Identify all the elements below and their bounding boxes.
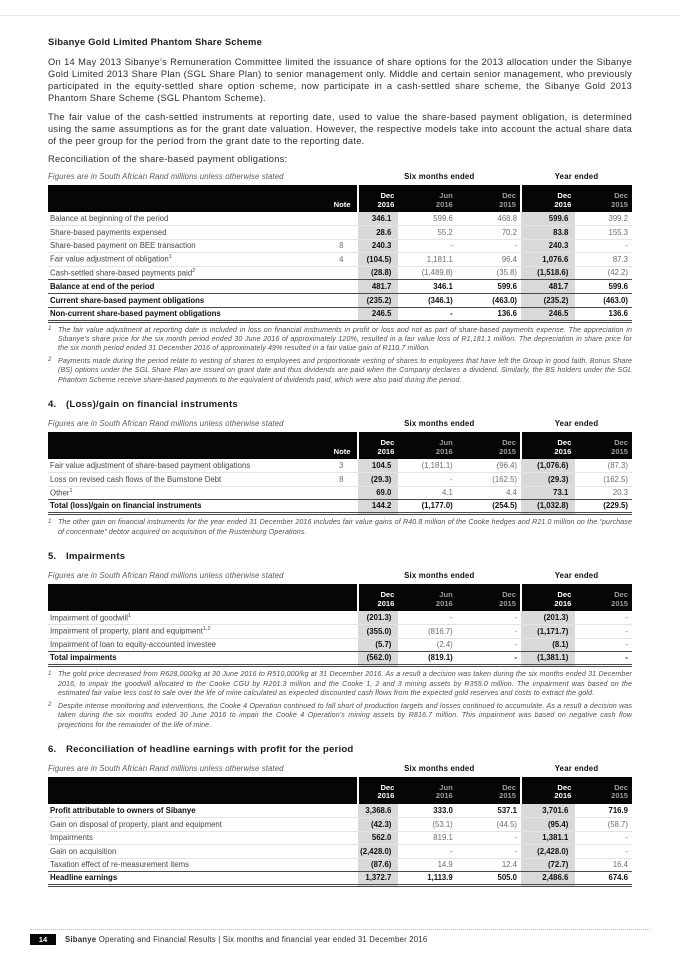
figures-note: Figures are in South African Rand millions unless otherwise stated — [48, 571, 284, 581]
row-label: Non-current share-based payment obligations — [48, 307, 299, 321]
figures-note: Figures are in South African Rand millions unless otherwise stated — [48, 172, 284, 181]
row-note-ref — [299, 845, 357, 859]
row-label: Cash-settled share-based payments paid$^2$ — [48, 266, 299, 280]
cell-value: (72.7) — [521, 858, 575, 872]
cell-value: (1,032.8) — [521, 500, 575, 514]
cell-value: (5.7) — [358, 638, 399, 652]
row-note-ref — [299, 625, 357, 639]
cell-value: - — [575, 652, 632, 666]
row-label: Share-based payments expensed — [48, 226, 299, 240]
cell-value: 20.3 — [575, 486, 632, 500]
column-header: Dec 2016 — [521, 185, 575, 212]
footnotes-impairments — [48, 670, 632, 729]
cell-value: - — [575, 239, 632, 253]
cell-value: (104.5) — [358, 253, 399, 267]
row-note-ref — [299, 212, 357, 226]
column-header: Dec 2015 — [575, 185, 632, 212]
period-group-header: Six months ended — [404, 571, 475, 581]
row-label: Current share-based payment obligations — [48, 294, 299, 308]
cell-value: - — [457, 831, 521, 845]
table-share-based-payment-reconciliation — [48, 172, 632, 323]
cell-value: 3,701.6 — [521, 804, 575, 818]
row-note-ref: 4 — [299, 253, 357, 267]
footnote-marker: 1 — [48, 518, 52, 525]
table-row — [48, 212, 632, 226]
cell-value: 2,486.6 — [521, 872, 575, 886]
section-title: Reconciliation of headline earnings with profit for the period — [66, 743, 354, 755]
footnote-marker: 2 — [48, 357, 52, 364]
section-heading-loss-gain-financial-instruments — [48, 399, 632, 410]
table-row — [48, 307, 632, 321]
table-row — [48, 294, 632, 308]
row-label: Balance at end of the period — [48, 280, 299, 294]
section-heading-impairments — [48, 551, 632, 562]
table-row — [48, 239, 632, 253]
cell-value: - — [398, 845, 456, 859]
cell-value: 1,113.9 — [398, 872, 456, 886]
cell-value: - — [450, 613, 453, 623]
page-number-badge: 14 — [30, 934, 56, 945]
cell-value: (162.5) — [575, 473, 632, 487]
cell-value: 246.5 — [521, 307, 575, 321]
cell-value: 599.6 — [433, 214, 453, 224]
table-row — [48, 858, 632, 872]
cell-value: 1,372.7 — [358, 872, 399, 886]
row-label: Taxation effect of re-measurement items — [48, 858, 299, 872]
column-header: Jun 2016 — [398, 185, 456, 212]
cell-value: 4.4 — [457, 486, 521, 500]
row-note-ref — [299, 818, 357, 832]
cell-value: (42.3) — [358, 818, 399, 832]
period-group-header: Six months ended — [404, 419, 475, 429]
cell-value: (1,171.7) — [521, 625, 575, 639]
cell-value: - — [398, 239, 456, 253]
cell-value: 70.2 — [457, 226, 521, 240]
cell-value: - — [398, 473, 456, 487]
cell-value: 240.3 — [358, 239, 399, 253]
cell-value: 674.6 — [575, 872, 632, 886]
row-note-ref: 8 — [299, 473, 357, 487]
row-label: Headline earnings — [48, 872, 299, 886]
table-row — [48, 652, 632, 666]
footnote — [48, 326, 632, 354]
cell-value: 599.6 — [575, 280, 632, 294]
cell-value: (44.5) — [457, 818, 521, 832]
footnote-text: Despite intense monitoring and interventions, the Cooke 4 Operation continued to fall short of production targets and losses continued to accumulate. As a result a decision was taken during the six months ended 30 June 2016 to impair the Cooke 4 Operation’s mining assets by R816.7 million. This impairment was based on negative cash flow projections for the remainder of the life of mine. — [58, 701, 632, 729]
cell-value: 246.5 — [358, 307, 399, 321]
cell-value: (1,177.0) — [398, 500, 456, 514]
footnote-text: Payments made during the period relate to vesting of shares to employees and proportionate vesting of shares to employees that have left the Group in good faith. Bonus Share (BS) options under the SGL Share Plan are issued on grant date and thus dividends are paid when the Company declares a dividend. Similarly, the BS holders under the SGL Phantom Scheme receive share-based payments to the equivalent of dividends paid, which were also paid during the period. — [58, 356, 632, 384]
cell-value: - — [457, 652, 521, 666]
cell-value: 4.1 — [398, 486, 456, 500]
cell-value: (2,428.0) — [358, 845, 399, 859]
cell-value: (1,489.8) — [398, 266, 456, 280]
table-row — [48, 486, 632, 500]
cell-value: 96.4 — [457, 253, 521, 267]
table-row — [48, 253, 632, 267]
cell-value: 55.2 — [398, 226, 456, 240]
column-header: Dec 2016 — [358, 584, 399, 611]
cell-value: (235.2) — [358, 294, 399, 308]
footnote-marker: 1 — [48, 670, 52, 677]
cell-value: 1,076.6 — [521, 253, 575, 267]
cell-value: (58.7) — [575, 818, 632, 832]
cell-value: (96.4) — [496, 461, 518, 471]
cell-value: 73.1 — [521, 486, 575, 500]
row-label: Loss on revised cash flows of the Burnstone Debt — [48, 473, 299, 487]
cell-value: 12.4 — [457, 858, 521, 872]
column-header: Dec 2015 — [457, 777, 521, 804]
cell-value: 104.5 — [358, 459, 399, 473]
cell-value: 136.6 — [575, 307, 632, 321]
table-row — [48, 818, 632, 832]
row-label: Other$^1$ — [48, 486, 299, 500]
figures-note: Figures are in South African Rand millions unless otherwise stated — [48, 419, 284, 429]
cell-value: 599.6 — [457, 280, 521, 294]
cell-value: (229.5) — [575, 500, 632, 514]
table-row — [48, 845, 632, 859]
column-header: Dec 2015 — [457, 584, 521, 611]
row-note-ref — [299, 307, 357, 321]
cell-value: (162.5) — [457, 473, 521, 487]
period-group-header: Six months ended — [404, 172, 475, 181]
row-label: Total impairments — [48, 652, 299, 666]
period-group-header: Year ended — [554, 571, 599, 581]
row-note-ref — [299, 294, 357, 308]
column-header: Dec 2015 — [575, 432, 632, 459]
row-note-ref — [299, 831, 357, 845]
table-headline-earnings-reconciliation — [48, 764, 632, 887]
row-label: Share-based payment on BEE transaction — [48, 239, 299, 253]
row-label: Fair value adjustment of share-based payment obligations — [50, 461, 251, 471]
cell-value: - — [575, 845, 632, 859]
table-row — [48, 804, 632, 818]
cell-value: 716.9 — [608, 806, 628, 815]
cell-value: 468.8 — [497, 214, 518, 224]
cell-value: 69.0 — [358, 486, 399, 500]
column-header: Jun 2016 — [398, 432, 456, 459]
cell-value: 346.1 — [398, 280, 456, 294]
cell-value: 819.1 — [398, 831, 456, 845]
table-row — [48, 266, 632, 280]
cell-value: 14.9 — [398, 858, 456, 872]
cell-value: (87.6) — [358, 858, 399, 872]
page-top-rule — [0, 15, 680, 16]
section-number: 6. — [48, 743, 57, 755]
row-label: Profit attributable to owners of Sibanye — [50, 806, 196, 815]
section-title: Impairments — [66, 551, 126, 563]
section-heading-headline-earnings — [48, 744, 632, 755]
section-number: 4. — [48, 399, 57, 411]
page-title: Sibanye Gold Limited Phantom Share Scheme — [48, 36, 262, 47]
cell-value: (1,381.1) — [521, 652, 575, 666]
table-row — [48, 611, 632, 625]
column-header: Dec 2016 — [521, 584, 575, 611]
cell-value: 16.4 — [575, 858, 632, 872]
note-column-header: Note — [48, 432, 358, 459]
cell-value: 83.8 — [521, 226, 575, 240]
footnote — [48, 357, 632, 385]
column-header: Dec 2015 — [457, 432, 521, 459]
cell-value: (254.5) — [457, 500, 521, 514]
row-label: Impairment of goodwill$^1$ — [50, 612, 132, 623]
cell-value: (53.1) — [398, 818, 456, 832]
period-group-header: Year ended — [554, 419, 599, 429]
footnote-marker: 2 — [48, 702, 52, 709]
row-label: Impairment of property, plant and equipment$^{1,2}$ — [48, 625, 299, 639]
row-label: Impairment of loan to equity-accounted investee — [48, 638, 299, 652]
cell-value: 346.1 — [358, 212, 399, 226]
intro-paragraph-2: The fair value of the cash-settled instruments at reporting date, used to value the share-based payment obligation, is determined using the same assumptions as for the grant date valuation. However, the respective models take into account the actual share data of the peer group for the period from the grant date to the reporting date. — [48, 112, 632, 146]
cell-value: (346.1) — [398, 294, 456, 308]
cell-value: (2.4) — [398, 638, 456, 652]
footer-brand: Sibanye — [65, 935, 97, 944]
cell-value: 333.0 — [433, 806, 453, 815]
cell-value: 1,181.1 — [398, 253, 456, 267]
row-note-ref — [299, 858, 357, 872]
note-column-header — [48, 584, 358, 611]
footnotes-financial-instruments — [48, 518, 632, 537]
cell-value: (201.3) — [521, 611, 575, 625]
row-label: Total (loss)/gain on financial instruments — [48, 500, 299, 514]
cell-value: (42.2) — [575, 266, 632, 280]
cell-value: (8.1) — [521, 638, 575, 652]
cell-value: - — [398, 307, 456, 321]
cell-value: 481.7 — [358, 280, 399, 294]
reconciliation-lead-line: Reconciliation of the share-based payment obligations: — [48, 154, 288, 164]
cell-value: 87.3 — [575, 253, 632, 267]
cell-value: - — [457, 845, 521, 859]
cell-value: (463.0) — [457, 294, 521, 308]
table-row — [48, 500, 632, 514]
cell-value: - — [457, 625, 521, 639]
intro-paragraph-1: On 14 May 2013 Sibanye’s Remuneration Committee limited the issuance of share options for the 2013 allocation under the Sibanye Gold Limited 2013 Share Plan (SGL Share Plan) to senior management only. Middle and certain senior management, who previously participated in the equity-settled share option scheme, now participate in a cash-settled share scheme, the Sibanye Gold 2013 Phantom Share Scheme (SGL Phantom Scheme). — [48, 57, 632, 103]
table-row — [48, 459, 632, 473]
cell-value: (95.4) — [521, 818, 575, 832]
footer-caption: Operating and Financial Results | Six months and financial year ended 31 December 2016 — [98, 935, 428, 944]
cell-value: - — [457, 638, 521, 652]
cell-value: (29.3) — [521, 473, 575, 487]
row-note-ref — [299, 804, 357, 818]
cell-value: - — [457, 239, 521, 253]
footnote-marker: 1 — [48, 326, 52, 333]
cell-value: (35.8) — [457, 266, 521, 280]
note-column-header — [48, 777, 358, 804]
cell-value: (28.8) — [358, 266, 399, 280]
cell-value: (816.7) — [398, 625, 456, 639]
footnote-text: The other gain on financial instruments for the year ended 31 December 2016 includes fair value gains of R40.8 million of the Cooke hedges and R21.0 million on the “purchase of concentrate” debtor acquired on acquisition of the Rustenburg Operations. — [58, 518, 632, 536]
cell-value: - — [575, 638, 632, 652]
cell-value: (235.2) — [521, 294, 575, 308]
cell-value: (355.0) — [358, 625, 399, 639]
column-header: Dec 2016 — [358, 185, 399, 212]
cell-value: 1,381.1 — [521, 831, 575, 845]
row-label: Gain on acquisition — [48, 845, 299, 859]
period-group-header: Year ended — [554, 763, 599, 773]
row-note-ref — [299, 872, 357, 886]
table-row — [48, 280, 632, 294]
table-row — [48, 473, 632, 487]
column-header: Dec 2016 — [521, 777, 575, 804]
row-note-ref — [299, 266, 357, 280]
cell-value: (819.1) — [398, 652, 456, 666]
note-column-header: Note — [48, 185, 358, 212]
cell-value: 481.7 — [521, 280, 575, 294]
table-row — [48, 625, 632, 639]
table-loss-gain-financial-instruments — [48, 419, 632, 515]
column-header: Dec 2016 — [521, 432, 575, 459]
row-label: Fair value adjustment of obligation$^1$ — [48, 253, 299, 267]
column-header: Jun 2016 — [398, 777, 456, 804]
row-label: Impairments — [48, 831, 299, 845]
column-header: Jun 2016 — [398, 584, 456, 611]
table-row — [48, 638, 632, 652]
row-note-ref: 3 — [339, 461, 344, 471]
cell-value: - — [625, 613, 628, 623]
cell-value: (1,181.1) — [421, 461, 453, 471]
cell-value: (1,076.6) — [521, 459, 575, 473]
row-note-ref — [299, 611, 357, 625]
row-note-ref — [299, 500, 357, 514]
period-group-header: Year ended — [554, 172, 599, 181]
row-note-ref — [299, 652, 357, 666]
cell-value: - — [575, 625, 632, 639]
cell-value: (463.0) — [575, 294, 632, 308]
column-header: Dec 2016 — [358, 432, 399, 459]
footnote — [48, 702, 632, 730]
column-header: Dec 2015 — [575, 777, 632, 804]
table-row — [48, 831, 632, 845]
cell-value: 155.3 — [575, 226, 632, 240]
cell-value: 537.1 — [497, 806, 518, 815]
period-group-header: Six months ended — [404, 763, 475, 773]
table-row — [48, 226, 632, 240]
cell-value: (201.3) — [358, 611, 399, 625]
row-note-ref: 8 — [299, 239, 357, 253]
cell-value: 144.2 — [358, 500, 399, 514]
cell-value: (87.3) — [607, 461, 628, 471]
cell-value: 562.0 — [358, 831, 399, 845]
row-note-ref — [299, 638, 357, 652]
footnote — [48, 518, 632, 537]
cell-value: 136.6 — [457, 307, 521, 321]
page-footer — [30, 929, 650, 945]
cell-value: 3,368.6 — [358, 804, 399, 818]
footnote — [48, 670, 632, 698]
cell-value: 505.0 — [457, 872, 521, 886]
row-label: Balance at beginning of the period — [50, 214, 169, 224]
row-label: Gain on disposal of property, plant and equipment — [48, 818, 299, 832]
column-header: Dec 2015 — [457, 185, 521, 212]
column-header: Dec 2015 — [575, 584, 632, 611]
section-number: 5. — [48, 551, 57, 563]
footnote-text: The fair value adjustment at reporting date is included in loss on financial instruments in profit or loss and not as part of share-based payments expense. The appreciation in Sibanye’s share price for the six month period ended 30 June 2016 of approximately 120%, resulted in a fair value loss of R1,181.1 million. The depreciation in share price for the six month period ended 31 December 2016 of approximately 49% resulted in a fair value gain of R110.7 million. — [58, 325, 632, 353]
cell-value: (562.0) — [358, 652, 399, 666]
cell-value: (1,518.6) — [521, 266, 575, 280]
footer-text — [65, 935, 427, 944]
cell-value: 399.2 — [608, 214, 628, 224]
column-header: Dec 2016 — [358, 777, 399, 804]
cell-value: (29.3) — [358, 473, 399, 487]
cell-value: 28.6 — [358, 226, 399, 240]
cell-value: - — [575, 831, 632, 845]
cell-value: 599.6 — [521, 212, 575, 226]
cell-value: 240.3 — [521, 239, 575, 253]
table-impairments — [48, 571, 632, 667]
row-note-ref — [299, 226, 357, 240]
row-note-ref — [299, 280, 357, 294]
table-row — [48, 872, 632, 886]
cell-value: (2,428.0) — [521, 845, 575, 859]
section-title: (Loss)/gain on financial instruments — [66, 399, 238, 411]
figures-note: Figures are in South African Rand millions unless otherwise stated — [48, 763, 284, 773]
row-note-ref — [299, 486, 357, 500]
footnote-text: The gold price decreased from R628,000/kg at 30 June 2016 to R510,000/kg at 31 December 2016. As a result a decision was taken during the six months ended 31 December 2016, to impair the goodwill allocated to the Cooke CGU by R201.3 million and the Cooke 1, 2 and 3 mining assets by R355.0 million. The impairment was based on the estimated fair value less cost to sale over the life of mine calculated as expected discounted cash flows from the expected gold reserves and costs to extract the gold. — [58, 670, 632, 698]
cell-value: - — [514, 613, 518, 623]
footnotes-share-based-payment — [48, 326, 632, 385]
